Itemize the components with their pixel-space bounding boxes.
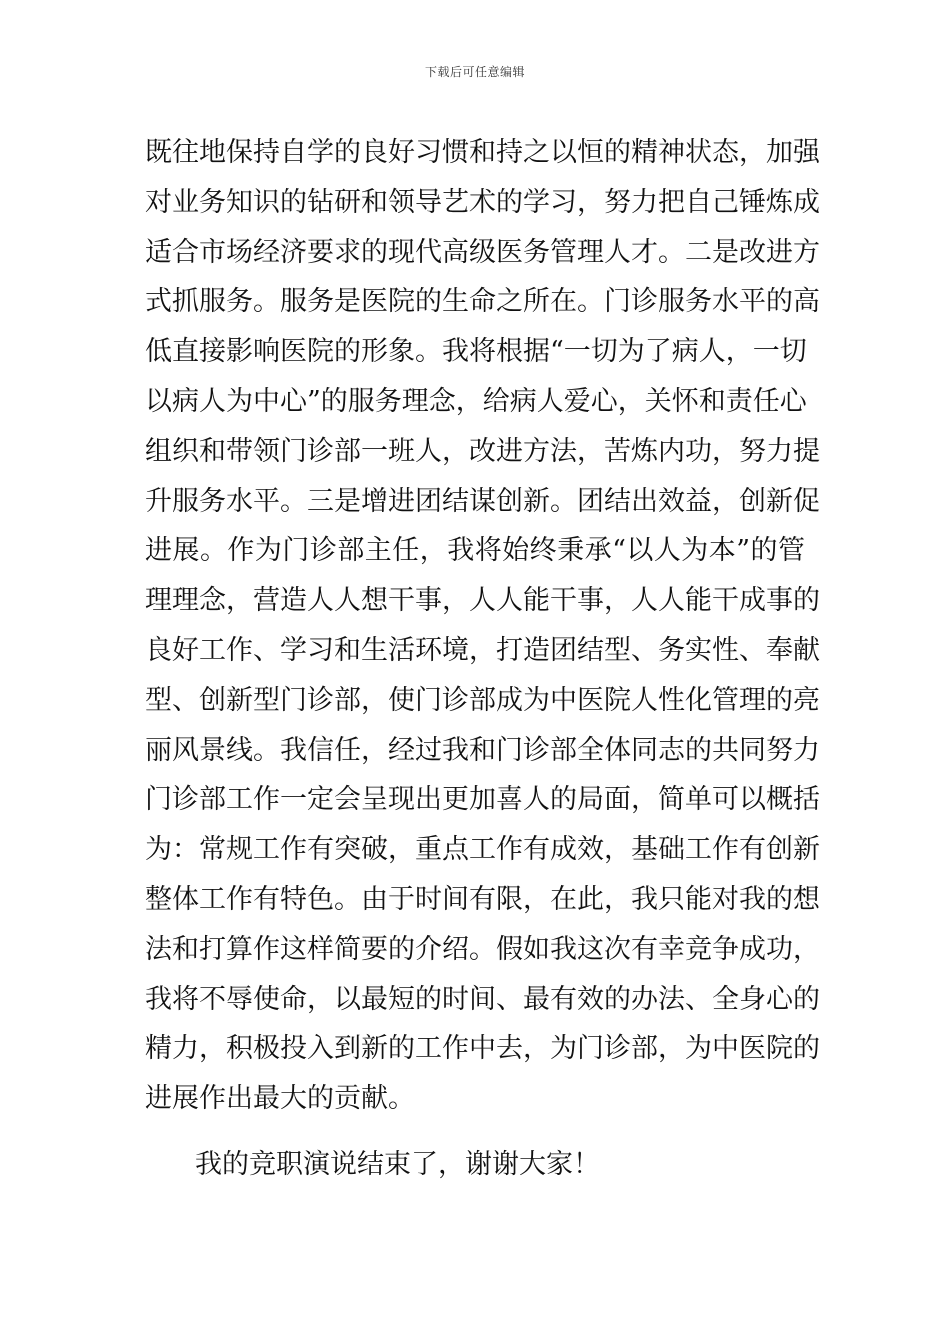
text-line: 我将不辱使命，以最短的时间、最有效的办法、全身心的: [145, 983, 820, 1015]
speech-paragraph: [145, 128, 820, 1124]
closing-paragraph: 我的竞职演说结束了，谢谢大家！: [195, 1148, 600, 1180]
text-line: 适合市场经济要求的现代高级医务管理人才。二是改进方: [145, 236, 820, 268]
text-line: 型、创新型门诊部，使门诊部成为中医院人性化管理的亮: [145, 684, 820, 716]
text-line: 低直接影响医院的形象。我将根据“一切为了病人，一切: [145, 336, 807, 368]
text-line: 进展。作为门诊部主任，我将始终秉承“以人为本”的管: [145, 535, 805, 567]
text-line: 整体工作有特色。由于时间有限，在此，我只能对我的想: [145, 883, 820, 915]
text-line: 精力，积极投入到新的工作中去，为门诊部，为中医院的: [145, 1033, 820, 1065]
text-line: 法和打算作这样简要的介绍。假如我这次有幸竞争成功，: [145, 933, 820, 965]
text-line: 式抓服务。服务是医院的生命之所在。门诊服务水平的高: [145, 286, 820, 318]
text-line: 既往地保持自学的良好习惯和持之以恒的精神状态，加强: [145, 137, 820, 168]
text-line: 丽风景线。我信任，经过我和门诊部全体同志的共同努力: [145, 734, 820, 766]
text-line: 为：常规工作有突破，重点工作有成效，基础工作有创新: [145, 834, 820, 866]
page-header: 下载后可任意编辑: [424, 65, 525, 79]
text-line: 组织和带领门诊部一班人，改进方法，苦炼内功，努力提: [145, 435, 820, 467]
text-line: 门诊部工作一定会呈现出更加喜人的局面，简单可以概括: [145, 784, 820, 816]
text-line: 理理念，营造人人想干事，人人能干事，人人能干成事的: [145, 585, 820, 617]
text-line: 进展作出最大的贡献。: [145, 1083, 415, 1115]
text-line: 以病人为中心”的服务理念，给病人爱心，关怀和责任心: [145, 385, 807, 417]
text-line: 升服务水平。三是增进团结谋创新。团结出效益，创新促: [145, 485, 820, 517]
text-line: 对业务知识的钻研和领导艺术的学习，努力把自己锤炼成: [145, 186, 820, 218]
speech-body: [145, 128, 820, 1190]
text-line: 良好工作、学习和生活环境，打造团结型、务实性、奉献: [145, 634, 820, 666]
